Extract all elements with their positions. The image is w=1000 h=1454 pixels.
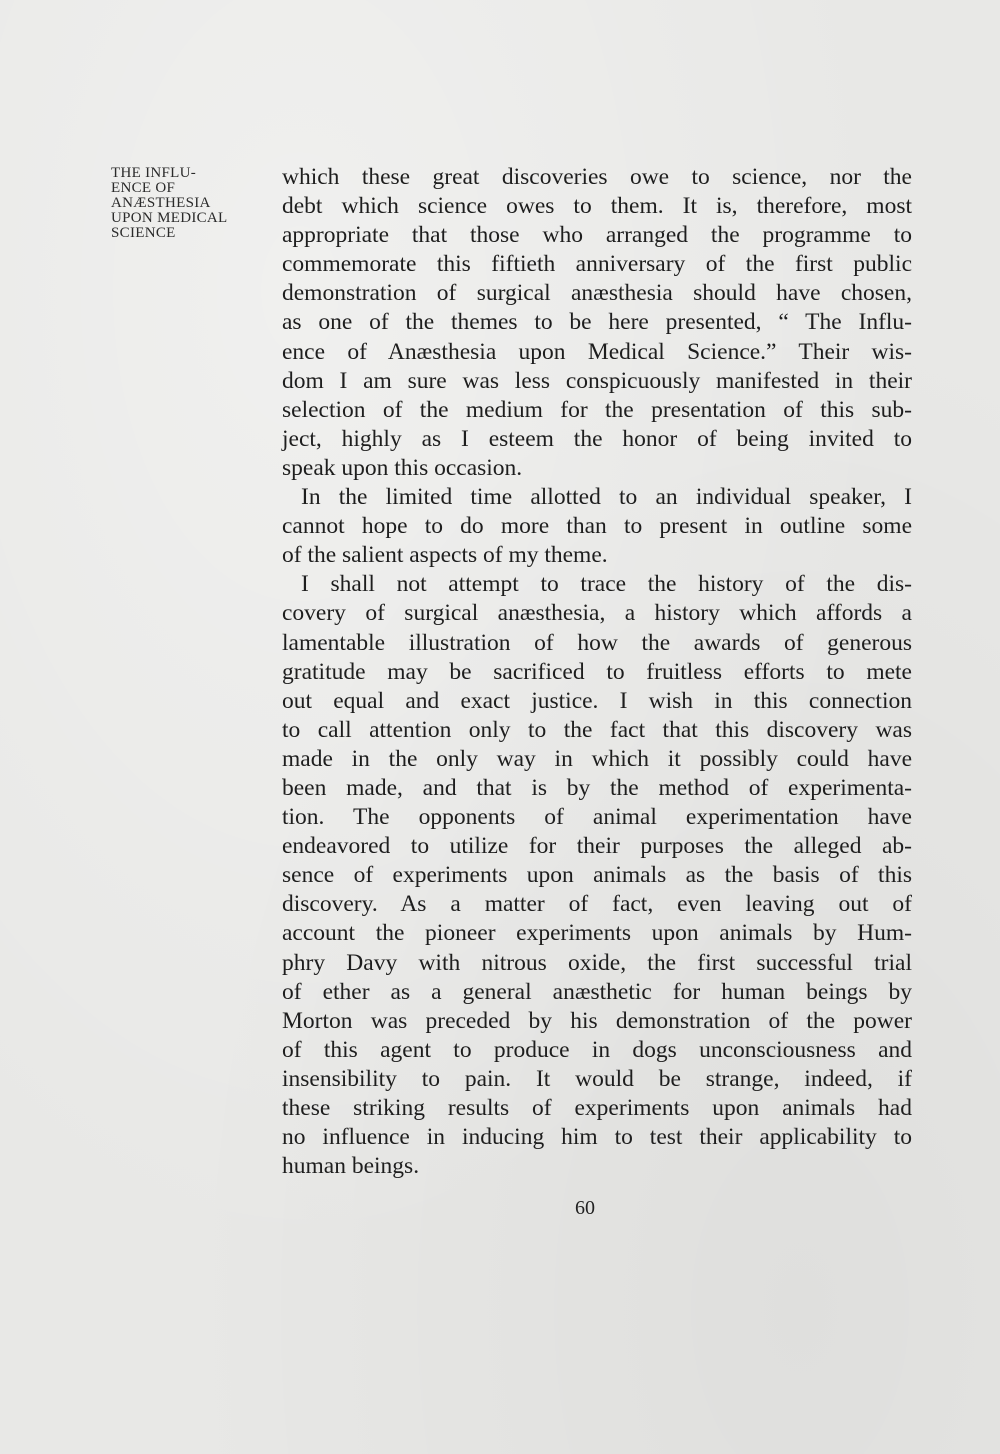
text-line: endeavored to utilize for their purposes the alleged ab- <box>282 833 912 860</box>
sidenote-line: ENCE OF <box>111 180 176 196</box>
text-line: to call attention only to the fact that this discovery was <box>282 716 912 743</box>
text-line: phry Davy with nitrous oxide, the first successful trial <box>282 949 912 976</box>
text-line: debt which science owes to them. It is, therefore, most <box>282 193 912 220</box>
text-line: cannot hope to do more than to present in outline some <box>282 513 912 540</box>
sidenote-line: SCIENCE <box>111 225 176 241</box>
text-line: of the salient aspects of my theme. <box>282 542 608 569</box>
text-line: discovery. As a matter of fact, even leaving out of <box>282 891 912 918</box>
text-line: insensibility to pain. It would be strange, indeed, if <box>282 1065 912 1092</box>
text-line: of ether as a general anæsthetic for human beings by <box>282 978 912 1005</box>
sidenote-line: ANÆSTHESIA <box>111 195 211 211</box>
body-text <box>282 163 912 1181</box>
text-line: ence of Anæsthesia upon Medical Science.” Their wis- <box>282 338 912 365</box>
text-line: commemorate this fiftieth anniversary of the first public <box>282 251 912 278</box>
text-line: sence of experiments upon animals as the basis of this <box>282 862 912 889</box>
text-line: In the limited time allotted to an individual speaker, I <box>301 484 912 511</box>
text-line: lamentable illustration of how the awards of generous <box>282 629 912 656</box>
text-line: gratitude may be sacrificed to fruitless efforts to mete <box>282 658 912 685</box>
text-line: ject, highly as I esteem the honor of being invited to <box>282 425 912 452</box>
text-line: these striking results of experiments upon animals had <box>282 1095 912 1121</box>
text-line: no influence in inducing him to test their applicability to <box>282 1124 912 1151</box>
text-line: human beings. <box>282 1153 420 1180</box>
text-line: selection of the medium for the presentation of this sub- <box>282 396 912 423</box>
text-line: Morton was preceded by his demonstration of the power <box>282 1007 912 1034</box>
text-line: appropriate that those who arranged the programme to <box>282 222 912 249</box>
sidenote-line: THE INFLU- <box>111 165 197 181</box>
text-line: made in the only way in which it possibly could have <box>282 745 912 772</box>
text-line: which these great discoveries owe to science, nor the <box>282 164 912 190</box>
text-line: as one of the themes to be here presented, “ The Influ- <box>282 309 912 336</box>
text-line: speak upon this occasion. <box>282 454 523 481</box>
text-line: account the pioneer experiments upon animals by Hum- <box>282 920 912 947</box>
text-line: been made, and that is by the method of experimenta- <box>282 774 912 801</box>
text-line: demonstration of surgical anæsthesia should have chosen, <box>282 280 912 307</box>
margin-sidenote <box>111 166 281 241</box>
text-line: of this agent to produce in dogs unconsciousness and <box>282 1036 912 1063</box>
text-line: I shall not attempt to trace the history of the dis- <box>301 571 912 598</box>
text-line: dom I am sure was less conspicuously manifested in their <box>282 367 912 394</box>
page-number: 60 <box>575 1197 595 1219</box>
text-line: tion. The opponents of animal experimentation have <box>282 804 912 831</box>
sidenote-line: UPON MEDICAL <box>111 210 228 226</box>
text-line: out equal and exact justice. I wish in this connection <box>282 687 912 714</box>
text-line: covery of surgical anæsthesia, a history which affords a <box>282 600 912 627</box>
